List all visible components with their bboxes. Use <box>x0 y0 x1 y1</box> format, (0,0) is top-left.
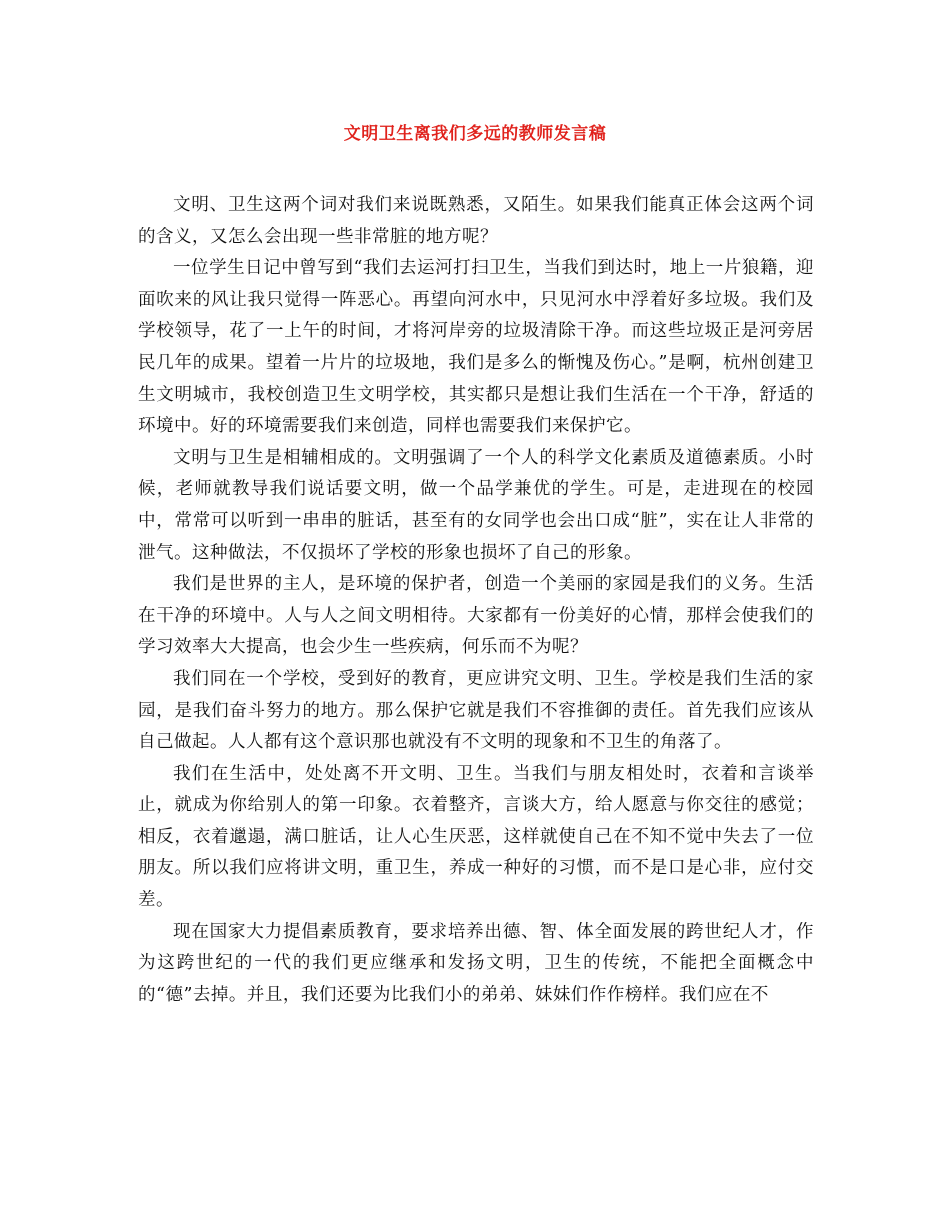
paragraph-2: 一位学生日记中曾写到“我们去运河打扫卫生，当我们到达时，地上一片狼籍，迎面吹来的风让我只觉得一阵恶心。再望向河水中，只见河水中浮着好多垃圾。我们及学校领导，花了一上午的时间，才将河岸旁的垃圾清除干净。而这些垃圾正是河旁居民几年的成果。望着一片片的垃圾地，我们是多么的惭愧及伤心。”是啊，杭州创建卫生文明城市，我校创造卫生文明学校，其实都只是想让我们生活在一个干净，舒适的环境中。好的环境需要我们来创造，同样也需要我们来保护它。 <box>138 258 814 437</box>
paragraph-1: 文明、卫生这两个词对我们来说既熟悉，又陌生。如果我们能真正体会这两个词的含义，又怎么会出现一些非常脏的地方呢？ <box>138 195 814 247</box>
document-title: 文明卫生离我们多远的教师发言稿 <box>343 124 607 144</box>
paragraph-5: 我们同在一个学校，受到好的教育，更应讲究文明、卫生。学校是我们生活的家园，是我们奋斗努力的地方。那么保护它就是我们不容推御的责任。首先我们应该从自己做起。人人都有这个意识那也就没有不文明的现象和不卫生的角落了。 <box>138 668 814 753</box>
paragraph-4: 我们是世界的主人，是环境的保护者，创造一个美丽的家园是我们的义务。生活在干净的环境中。人与人之间文明相待。大家都有一份美好的心情，那样会使我们的学习效率大大提高，也会少生一些疾病，何乐而不为呢？ <box>138 574 814 658</box>
paragraph-7: 现在国家大力提倡素质教育，要求培养出德、智、体全面发展的跨世纪人才，作为这跨世纪的一代的我们更应继承和发扬文明，卫生的传统，不能把全面概念中的“德”去掉。并且，我们还要为比我们小的弟弟、妹妹们作作榜样。我们应在不 <box>138 921 814 1005</box>
paragraph-3: 文明与卫生是相辅相成的。文明强调了一个人的科学文化素质及道德素质。小时候，老师就教导我们说话要文明，做一个品学兼优的学生。可是，走进现在的校园中，常常可以听到一串串的脏话，甚至有的女同学也会出口成“脏”，实在让人非常的泄气。这种做法，不仅损坏了学校的形象也损坏了自己的形象。 <box>138 447 814 563</box>
document-body <box>138 190 814 1011</box>
paragraph-6: 我们在生活中，处处离不开文明、卫生。当我们与朋友相处时，衣着和言谈举止，就成为你给别人的第一印象。衣着整齐，言谈大方，给人愿意与你交往的感觉；相反，衣着邋遢，满口脏话，让人心生厌恶，这样就使自己在不知不觉中失去了一位朋友。所以我们应将讲文明，重卫生，养成一种好的习惯，而不是口是心非，应付交差。 <box>138 763 814 911</box>
